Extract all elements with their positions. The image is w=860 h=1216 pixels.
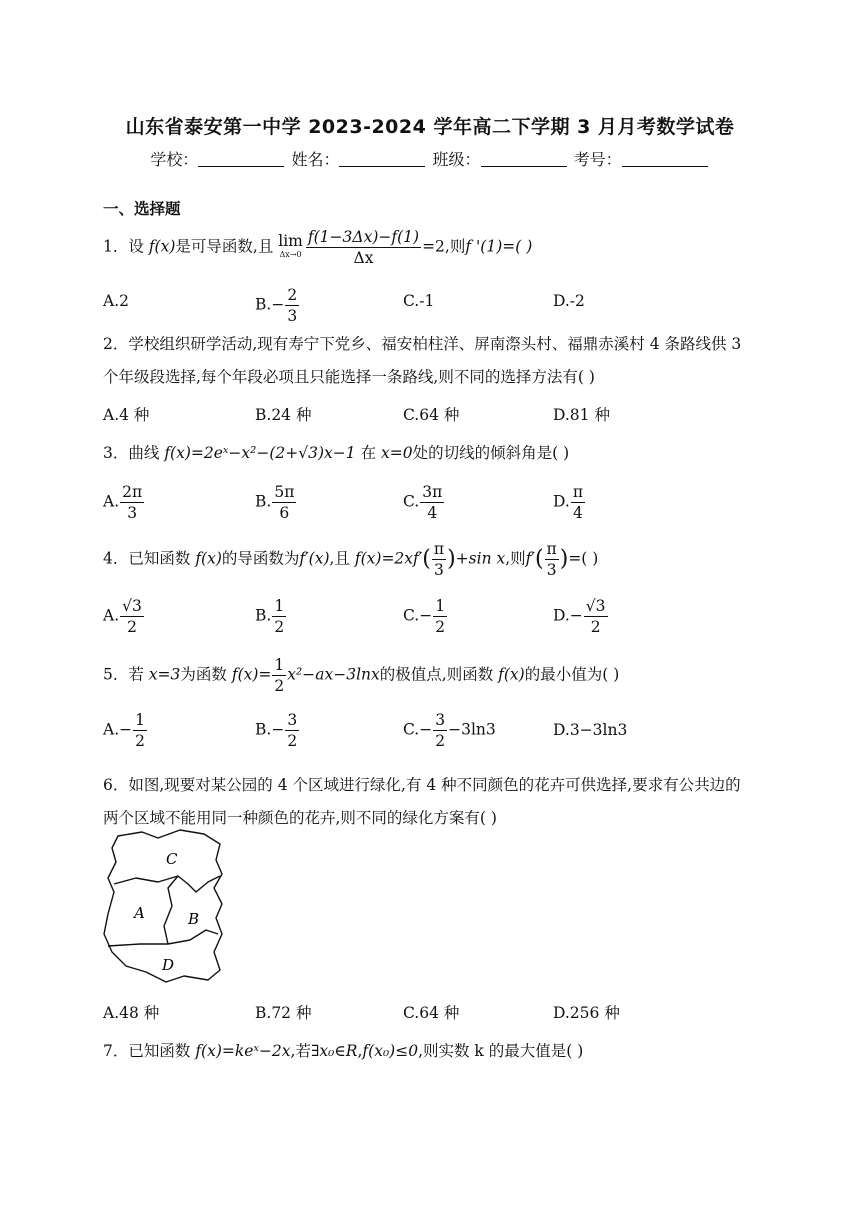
q7-cond: ∃x₀∈R [310, 1042, 358, 1060]
q4-ask-pi: π [546, 540, 557, 558]
question-7 [103, 1039, 583, 1061]
q4-option-b-prefix: B. [255, 606, 272, 625]
q2-option-c[interactable]: C.64 种 [403, 406, 460, 424]
q3-mid: 在 [360, 444, 377, 462]
q4-mid: 的导函数为 [221, 549, 300, 568]
q3-option-d-prefix: D. [553, 492, 570, 511]
q4-option-c-num: 1 [435, 597, 446, 615]
q1-option-d[interactable]: D.-2 [553, 292, 585, 310]
q2-option-d[interactable]: D.81 种 [553, 406, 610, 424]
q4-expr-a: f(x)=2xf′ [354, 549, 423, 568]
q3-option-a-prefix: A. [103, 492, 120, 511]
q5-option-c-prefix: C.− [403, 720, 433, 739]
q1-number: 1．设 [103, 237, 144, 256]
question-1 [103, 228, 532, 267]
student-info-line [0, 147, 860, 170]
q3-option-b[interactable] [255, 483, 297, 522]
q1-numerator: f(1−3Δx)−f(1) [307, 228, 420, 246]
q1-text: 是可导函数,且 [175, 237, 274, 256]
q3-expr: f(x)=2eˣ−x²−(2+√3)x−1 [164, 444, 356, 462]
q7-number: 7．已知函数 [103, 1042, 191, 1060]
class-blank[interactable] [481, 152, 567, 167]
divider-c [114, 876, 220, 892]
q5-point: x=3 [148, 665, 181, 684]
q4-option-b[interactable] [255, 597, 287, 636]
q4-deriv: f′(x) [299, 549, 330, 568]
q1-option-b-prefix: B.− [255, 295, 285, 314]
q1-ask: f '(1)=( ) [465, 237, 533, 256]
q4-pi: π [433, 540, 445, 558]
q4-option-c[interactable] [403, 597, 448, 636]
q5-option-c-num: 3 [435, 711, 446, 729]
q5-option-d[interactable] [553, 721, 627, 739]
q5-func: f(x) [498, 665, 525, 684]
q7-cond2: f(x₀)≤0 [362, 1042, 419, 1060]
q5-mid: 为函数 [180, 665, 227, 684]
q3-option-d-den: 4 [572, 504, 583, 522]
park-region-diagram [100, 826, 230, 991]
school-label: 学校： [150, 150, 199, 169]
q6-option-a[interactable]: A.48 种 [103, 1004, 160, 1022]
q7-sep: , [357, 1042, 363, 1060]
q5-one: 1 [274, 656, 285, 674]
q4-option-a-num: √3 [122, 597, 142, 615]
q2-option-b[interactable]: B.24 种 [255, 406, 312, 424]
region-label-b: B [188, 910, 200, 928]
q3-number: 3．曲线 [103, 444, 160, 462]
q4-number: 4．已知函数 [103, 549, 191, 568]
class-label: 班级： [432, 150, 481, 169]
q1-option-b-den: 3 [287, 307, 298, 325]
name-label: 姓名： [291, 150, 340, 169]
q4-option-c-den: 2 [435, 618, 446, 636]
question-3 [103, 441, 569, 463]
q6-option-b[interactable]: B.72 种 [255, 1004, 312, 1022]
q5-option-b[interactable] [255, 711, 300, 750]
q1-option-c[interactable]: C.-1 [403, 292, 435, 310]
question-6: 6．如图,现要对某公园的 4 个区域进行绿化,有 4 种不同颜色的花卉可供选择,要求有公共边的两个区域不能用同一种颜色的花卉,则不同的绿化方案有( ) [103, 776, 741, 827]
q5-expr-a: f(x)= [231, 665, 272, 684]
section-heading: 一、选择题 [103, 200, 181, 218]
q5-option-c[interactable] [403, 711, 496, 750]
q1-denominator: Δx [353, 249, 374, 267]
q4-option-d-num: √3 [585, 597, 606, 615]
q3-option-c-prefix: C. [403, 492, 420, 511]
q3-point: x=0 [381, 444, 413, 462]
number-blank[interactable] [622, 152, 708, 167]
q3-option-b-num: 5π [274, 483, 295, 501]
q4-option-a-den: 2 [127, 618, 137, 636]
q4-expr-b: +sin x [455, 549, 506, 568]
q1-option-b[interactable] [255, 286, 300, 325]
q3-option-a-den: 3 [127, 504, 138, 522]
q1-option-a[interactable]: A.2 [103, 292, 129, 310]
q5-option-c-suffix: −3ln3 [448, 720, 496, 739]
q3-option-c-den: 4 [427, 504, 438, 522]
q5-option-a-num: 1 [135, 711, 145, 729]
q7-mid: ,若 [290, 1042, 311, 1060]
q1-func: f(x) [148, 237, 176, 256]
q3-option-d[interactable] [553, 483, 586, 522]
q4-option-b-num: 1 [274, 597, 285, 615]
q3-option-b-prefix: B. [255, 492, 272, 511]
q1-option-b-num: 2 [287, 286, 298, 304]
q5-expr-b: x²−ax−3lnx [287, 665, 380, 684]
question-2: 2．学校组织研学活动,现有寿宁下党乡、福安柏柱洋、屏南漈头村、福鼎赤溪村 4 条路线供 3 个年级段选择,每个年段必项且只能选择一条路线,则不同的选择方法有( ) [103, 335, 742, 386]
q5-option-a-den: 2 [135, 732, 145, 750]
region-label-d: D [162, 956, 175, 974]
q4-ask-b: =( ) [568, 549, 599, 568]
q4-tail: ,则 [505, 549, 526, 568]
q4-option-d-prefix: D.− [553, 606, 583, 625]
region-label-c: C [166, 850, 178, 868]
q5-option-d-value: 3−3ln3 [569, 721, 628, 739]
q1-fraction [306, 228, 421, 267]
q5-option-b-num: 3 [287, 711, 298, 729]
q4-option-d-den: 2 [590, 618, 601, 636]
question-5 [103, 656, 619, 695]
q4-option-c-prefix: C.− [403, 606, 433, 625]
divider-ab [164, 876, 178, 944]
q4-option-d[interactable] [553, 597, 609, 636]
q5-mid2: 的极值点,则函数 [379, 665, 494, 684]
q4-ask-a: f′ [525, 549, 535, 568]
q3-option-a[interactable] [103, 483, 145, 522]
q4-three: 3 [434, 561, 444, 579]
q5-tail: 的最小值为( ) [524, 665, 620, 684]
q5-option-c-den: 2 [435, 732, 446, 750]
q5-option-a[interactable] [103, 711, 148, 750]
number-label: 考号： [573, 150, 622, 169]
q3-option-c-num: 3π [422, 483, 443, 501]
q5-option-d-prefix: D. [553, 721, 570, 739]
q4-func: f(x) [195, 549, 222, 568]
exam-title: 山东省泰安第一中学 2023-2024 学年高二下学期 3 月月考数学试卷 [125, 116, 735, 138]
question-4: 4．已知函数 f(x)的导函数为f′(x),且 f(x)=2xf′( $\frac{\pi}{3}$ )+sin x,则f′( $\frac{\pi}{3}$ )=( ) [103, 540, 599, 579]
q3-option-b-den: 6 [279, 504, 290, 522]
q5-option-b-den: 2 [287, 732, 298, 750]
q2-option-a[interactable]: A.4 种 [103, 406, 150, 424]
q4-ask-three: 3 [546, 561, 557, 579]
q3-option-a-num: 2π [122, 483, 143, 501]
q5-option-b-prefix: B.− [255, 720, 285, 739]
q1-eq: =2 [422, 237, 445, 256]
q7-expr: f(x)=keˣ−2x [195, 1042, 291, 1060]
q7-tail: ,则实数 k 的最大值是( ) [418, 1042, 584, 1060]
q4-option-a[interactable] [103, 597, 145, 636]
q6-option-d[interactable]: D.256 种 [553, 1004, 620, 1022]
divider-d [108, 930, 218, 946]
q4-mid2: ,且 [329, 549, 350, 568]
q5-two: 2 [274, 677, 285, 695]
q1-limit: lim Δx→0 [278, 234, 303, 262]
q1-tail: ,则 [444, 237, 466, 256]
region-label-a: A [134, 904, 145, 922]
q3-option-d-num: π [572, 483, 583, 501]
name-blank[interactable] [339, 152, 425, 167]
q6-option-c[interactable]: C.64 种 [403, 1004, 460, 1022]
q3-tail: 处的切线的倾斜角是( ) [412, 444, 570, 462]
q4-option-a-prefix: A. [103, 606, 120, 625]
q4-option-b-den: 2 [274, 618, 285, 636]
q3-option-c[interactable] [403, 483, 445, 522]
school-blank[interactable] [198, 152, 284, 167]
q1-limit-sub: Δx→0 [279, 249, 302, 259]
q5-option-a-prefix: A.− [103, 720, 133, 739]
q5-number: 5．若 [103, 665, 144, 684]
